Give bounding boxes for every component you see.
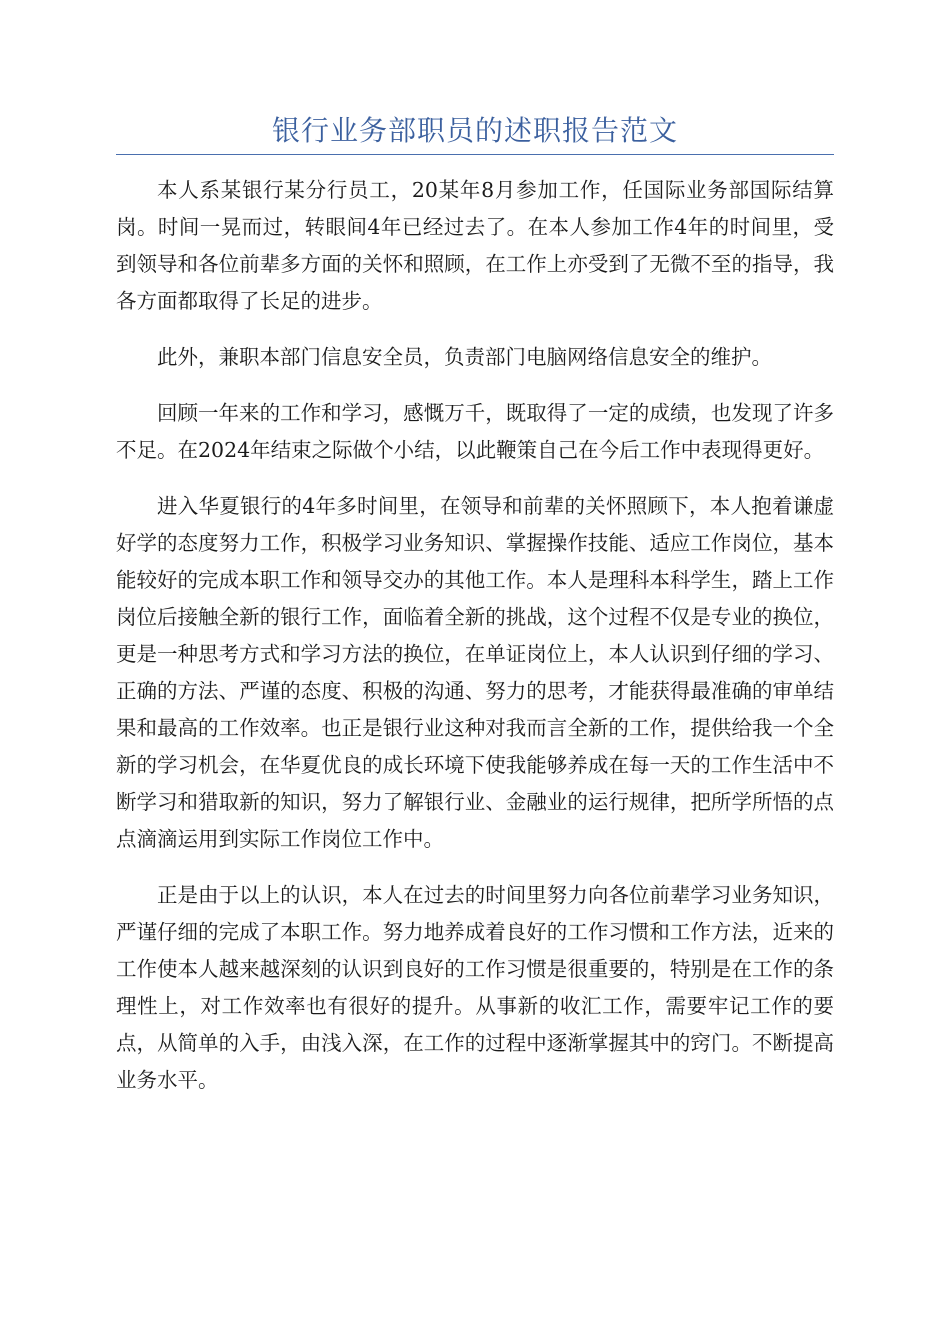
paragraph-security-role: 此外，兼职本部门信息安全员，负责部门电脑网络信息安全的维护。	[157, 345, 772, 369]
document-body	[116, 172, 834, 1118]
title-underline	[116, 154, 834, 155]
document-title: 银行业务部职员的述职报告范文	[271, 114, 678, 147]
paragraph-learning: 正是由于以上的认识，本人在过去的时间里努力向各位前辈学习业务知识，严谨仔细的完成了本职工作。努力地养成着良好的工作习惯和工作方法，近来的工作使本人越来越深刻的认识到良好的工作习惯是很重要的，特别是在工作的条理性上，对工作效率也有很好的提升。从事新的收汇工作，需要牢记工作的要点，从简单的入手，由浅入深，在工作的过程中逐渐掌握其中的窍门。不断提高业务水平。	[116, 883, 834, 1092]
paragraph-review: 回顾一年来的工作和学习，感慨万千，既取得了一定的成绩，也发现了许多不足。在2024年结束之际做个小结，以此鞭策自己在今后工作中表现得更好。	[116, 401, 834, 462]
paragraph-experience: 进入华夏银行的4年多时间里，在领导和前辈的关怀照顾下，本人抱着谦虚好学的态度努力工作，积极学习业务知识、掌握操作技能、适应工作岗位，基本能较好的完成本职工作和领导交办的其他工作。本人是理科本科学生，踏上工作岗位后接触全新的银行工作，面临着全新的挑战，这个过程不仅是专业的换位，更是一种思考方式和学习方法的换位，在单证岗位上，本人认识到仔细的学习、正确的方法、严谨的态度、积极的沟通、努力的思考，才能获得最准确的审单结果和最高的工作效率。也正是银行业这种对我而言全新的工作，提供给我一个全新的学习机会，在华夏优良的成长环境下使我能够养成在每一天的工作生活中不断学习和猎取新的知识，努力了解银行业、金融业的运行规律，把所学所悟的点点滴滴运用到实际工作岗位工作中。	[116, 494, 834, 851]
paragraph-intro: 本人系某银行某分行员工，20某年8月参加工作，任国际业务部国际结算岗。时间一晃而过，转眼间4年已经过去了。在本人参加工作4年的时间里，受到领导和各位前辈多方面的关怀和照顾，在工作上亦受到了无微不至的指导，我各方面都取得了长足的进步。	[116, 178, 834, 313]
